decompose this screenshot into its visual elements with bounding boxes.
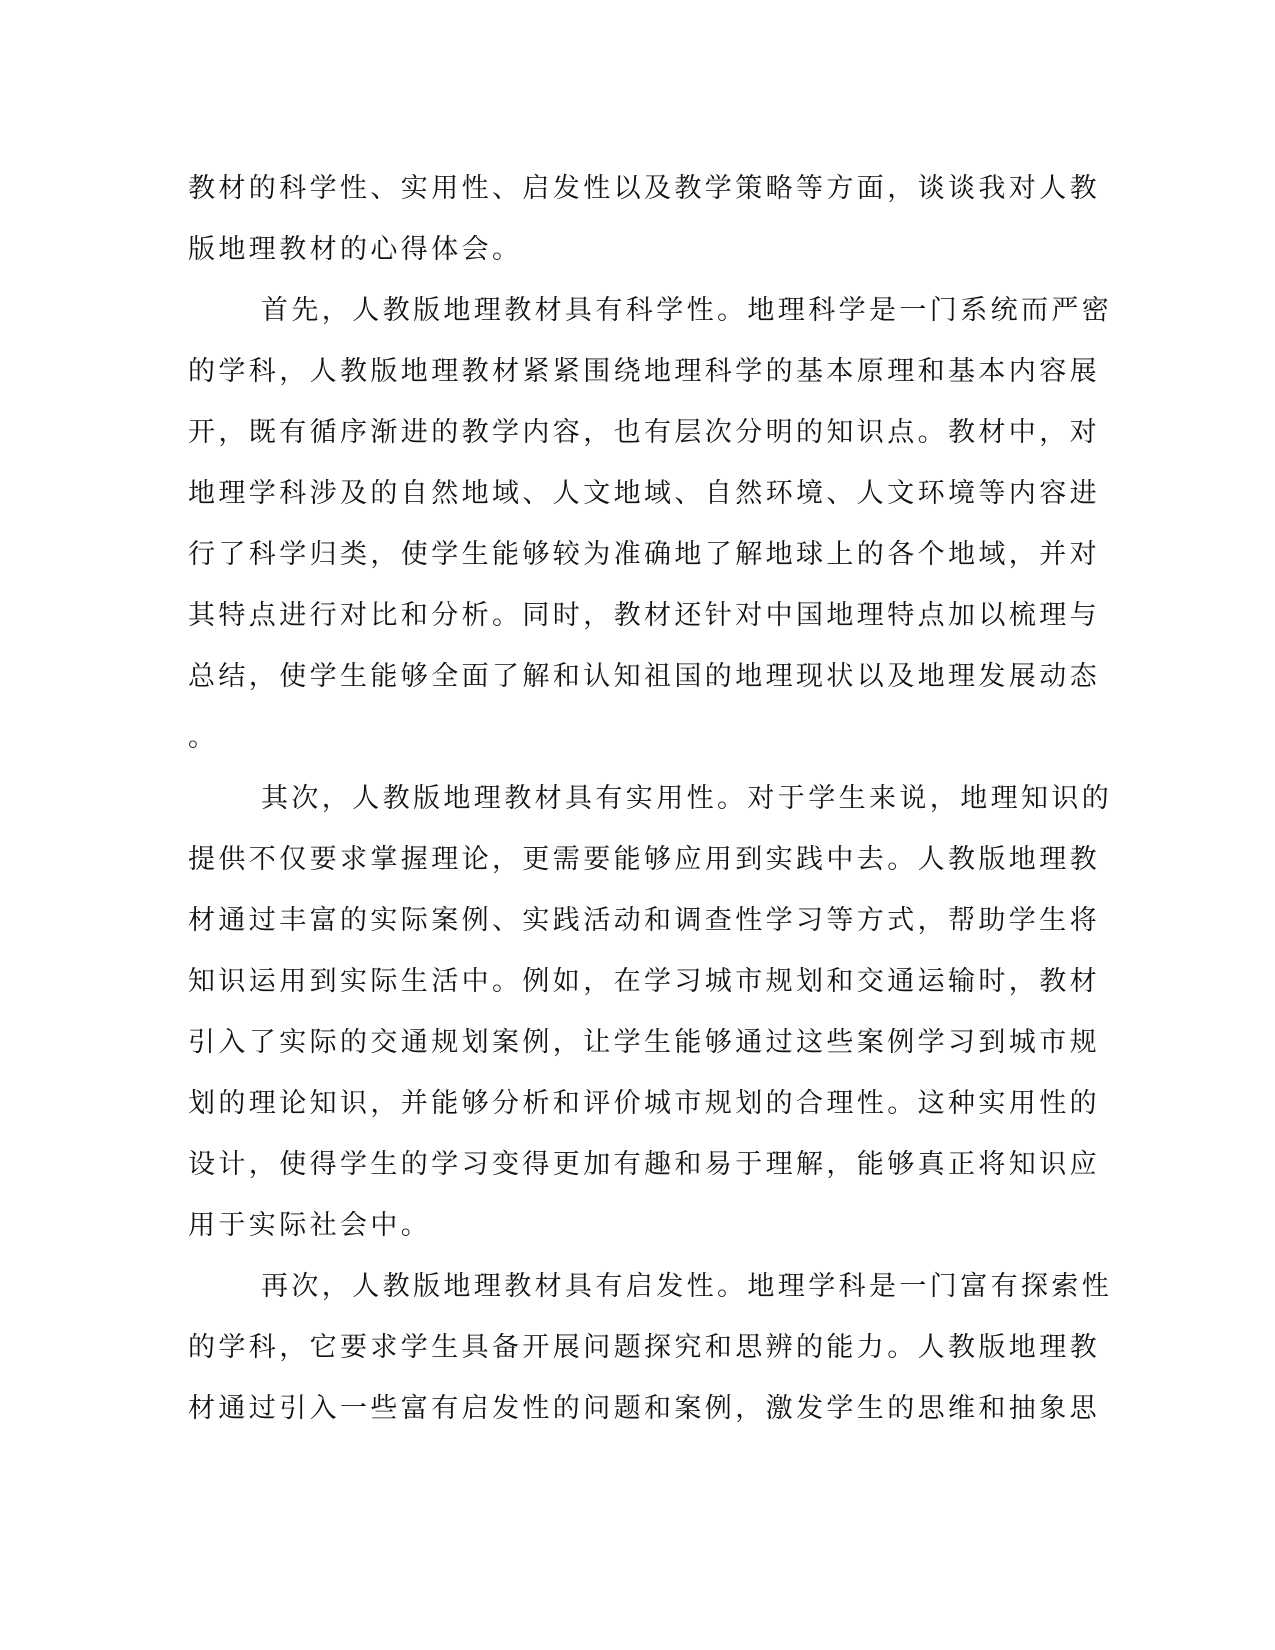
text-line: 地理学科涉及的自然地域、人文地域、自然环境、人文环境等内容进 (188, 478, 1100, 509)
body-text (188, 158, 1113, 1439)
paragraph-first-line: 其次，人教版地理教材具有实用性。对于学生来说，地理知识的 (261, 783, 1113, 814)
text-line: 版地理教材的心得体会。 (188, 234, 523, 265)
text-line: 其特点进行对比和分析。同时，教材还针对中国地理特点加以梳理与 (188, 600, 1100, 631)
text-line: 教材的科学性、实用性、启发性以及教学策略等方面，谈谈我对人教 (188, 173, 1100, 204)
text-line: 用于实际社会中。 (188, 1210, 432, 1241)
text-line: 。 (188, 722, 219, 753)
text-line: 知识运用到实际生活中。例如，在学习城市规划和交通运输时，教材 (188, 966, 1100, 997)
text-line: 行了科学归类，使学生能够较为准确地了解地球上的各个地域，并对 (188, 539, 1100, 570)
text-line: 材通过丰富的实际案例、实践活动和调查性学习等方式，帮助学生将 (188, 905, 1100, 936)
paragraph-first-line: 再次，人教版地理教材具有启发性。地理学科是一门富有探索性 (261, 1271, 1113, 1302)
text-line: 设计，使得学生的学习变得更加有趣和易于理解，能够真正将知识应 (188, 1149, 1100, 1180)
text-line: 的学科，它要求学生具备开展问题探究和思辨的能力。人教版地理教 (188, 1332, 1100, 1363)
text-line: 材通过引入一些富有启发性的问题和案例，激发学生的思维和抽象思 (188, 1393, 1100, 1424)
text-line: 开，既有循序渐进的教学内容，也有层次分明的知识点。教材中，对 (188, 417, 1100, 448)
text-line: 引入了实际的交通规划案例，让学生能够通过这些案例学习到城市规 (188, 1027, 1100, 1058)
text-line: 的学科，人教版地理教材紧紧围绕地理科学的基本原理和基本内容展 (188, 356, 1100, 387)
paragraph-first-line: 首先，人教版地理教材具有科学性。地理科学是一门系统而严密 (261, 295, 1113, 326)
text-line: 总结，使学生能够全面了解和认知祖国的地理现状以及地理发展动态 (188, 661, 1100, 692)
text-line: 划的理论知识，并能够分析和评价城市规划的合理性。这种实用性的 (188, 1088, 1100, 1119)
text-line: 提供不仅要求掌握理论，更需要能够应用到实践中去。人教版地理教 (188, 844, 1100, 875)
